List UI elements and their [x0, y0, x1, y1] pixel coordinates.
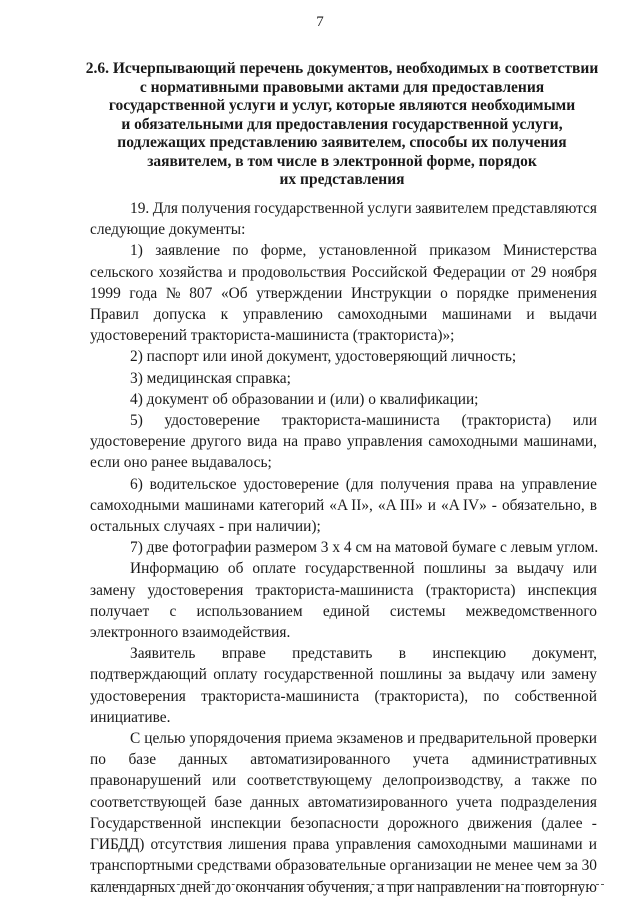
word: «A IV»: [441, 496, 487, 514]
word: управления: [335, 836, 412, 854]
word: государственной: [263, 666, 374, 684]
heading-line: заявителем, в том числе в электронной форме, порядок: [147, 152, 537, 170]
word: не: [476, 857, 492, 875]
word: самоходными: [90, 496, 180, 514]
word: образовательные: [275, 857, 386, 875]
word: дорожного: [387, 814, 459, 832]
word: применения: [517, 284, 597, 302]
word: единой: [322, 602, 370, 620]
word: безопасности: [290, 814, 379, 832]
word: (далее: [541, 814, 583, 832]
word: движения: [467, 814, 533, 832]
word: управления: [346, 433, 423, 451]
word: собственной: [514, 687, 597, 705]
word: тракториста-машиниста: [281, 412, 440, 430]
word: по: [483, 687, 500, 705]
word: или: [572, 412, 597, 430]
word: оплату: [213, 666, 258, 684]
word: подразделения: [500, 793, 597, 811]
word: и: [228, 263, 237, 281]
word: обучения,: [308, 878, 373, 896]
text-line: инициативе.: [90, 708, 171, 726]
word: Российской: [351, 263, 428, 281]
word: года: [129, 284, 158, 302]
word: и: [407, 730, 416, 748]
word: инспекцию: [432, 645, 507, 663]
word: категорий: [259, 496, 325, 514]
word: «A III»: [377, 496, 423, 514]
word: самоходными: [428, 433, 518, 451]
word: установленной: [318, 242, 417, 260]
word: за: [494, 560, 508, 578]
word: делопроизводству,: [382, 772, 504, 790]
word: лишения: [228, 836, 287, 854]
word: выдачу: [516, 560, 564, 578]
text-line: удостоверений тракториста-машиниста (тракториста)»;: [90, 327, 455, 345]
word: права: [292, 836, 330, 854]
word: 1): [130, 242, 143, 260]
word: управлению: [242, 306, 323, 324]
word: базе: [128, 751, 157, 769]
word: и: [588, 836, 597, 854]
word: утверждении: [256, 284, 343, 302]
word: ноября: [551, 263, 597, 281]
word: пошлины: [423, 560, 486, 578]
word: Для: [152, 200, 178, 217]
word: от: [511, 263, 526, 281]
word: организации: [389, 857, 473, 875]
text-line: [90, 495, 597, 516]
paragraph-applicant: [90, 643, 597, 728]
text-line: [90, 770, 597, 791]
word: отсутствия: [150, 836, 223, 854]
text-line: [90, 558, 597, 579]
list-item-2: 2) паспорт или иной документ, удостоверяющий личность;: [130, 348, 517, 366]
text-line: [90, 283, 597, 304]
word: подтверждающий: [90, 666, 207, 684]
word: обязательно,: [501, 496, 585, 514]
word: (тракториста): [461, 412, 552, 430]
text-line: [90, 643, 597, 664]
text-line: [90, 792, 597, 813]
word: чем: [536, 857, 562, 875]
word: и: [427, 496, 437, 514]
text-line: [90, 240, 597, 261]
word: удостоверение: [90, 433, 186, 451]
word: на: [282, 433, 299, 451]
word: 19.: [130, 200, 150, 217]
paragraph-info: [90, 558, 597, 643]
page-number: 7: [316, 14, 324, 30]
word: 807: [189, 284, 213, 302]
word: упорядочения: [189, 730, 282, 748]
word: 29: [530, 263, 547, 281]
word: 1999: [90, 284, 121, 302]
text-line: [90, 877, 597, 898]
word: или: [521, 666, 546, 684]
word: по: [232, 242, 249, 260]
word: учета: [412, 751, 449, 769]
text-line: [90, 304, 597, 325]
word: использованием: [196, 602, 303, 620]
word: Информацию: [130, 560, 219, 578]
word: «A II»,: [329, 496, 373, 514]
word: получения: [380, 475, 450, 493]
word: экзаменов: [336, 730, 404, 748]
word: выдачи: [549, 306, 597, 324]
word: вида: [247, 433, 278, 451]
text-line: [90, 813, 597, 834]
word: средствами: [196, 857, 272, 875]
word: на: [505, 878, 521, 896]
word: соответствующему: [246, 772, 373, 790]
word: замену: [551, 666, 597, 684]
heading-line: 2.6. Исчерпывающий перечень документов, необходимых в соответствии: [85, 60, 599, 77]
word: выдачу: [467, 666, 515, 684]
word: соответствующей: [90, 793, 207, 811]
list-item-6: [90, 474, 597, 538]
text-line: [90, 664, 597, 685]
word: также: [531, 772, 571, 790]
word: другого: [191, 433, 242, 451]
word: машинами: [184, 496, 255, 514]
word: или: [212, 772, 237, 790]
word: системы: [389, 602, 446, 620]
word: проверки: [535, 730, 597, 748]
word: повторную: [524, 878, 597, 896]
word: менее: [494, 857, 534, 875]
word: с: [169, 602, 177, 620]
word: и: [526, 306, 535, 324]
text-line: следующие документы:: [90, 221, 246, 239]
word: о: [440, 284, 448, 302]
heading-line: и обязательными для предоставления государственной услуги,: [121, 115, 563, 133]
word: а: [514, 772, 522, 790]
word: тракториста-машиниста: [255, 581, 414, 599]
text-line: [90, 686, 597, 707]
word: а: [377, 878, 385, 896]
word: направлении: [416, 878, 501, 896]
heading-line: их представления: [279, 171, 405, 188]
word: Государственной: [90, 814, 202, 832]
word: правонарушений: [90, 772, 202, 790]
word: Заявитель: [130, 645, 196, 663]
word: пошлины: [379, 666, 443, 684]
section-heading: [82, 60, 602, 190]
paragraph-19: [90, 198, 597, 240]
word: данных: [178, 751, 228, 769]
word: ГИБДД): [90, 836, 145, 854]
word: за: [448, 666, 462, 684]
word: целью: [144, 730, 186, 748]
word: об: [227, 560, 244, 578]
word: приема: [285, 730, 333, 748]
text-line: если оно ранее выдавалось;: [90, 454, 272, 472]
word: хозяйства: [158, 263, 223, 281]
text-line: [90, 580, 597, 601]
word: услуги: [367, 200, 412, 217]
text-line: [90, 410, 597, 431]
word: вправе: [221, 645, 266, 663]
word: сельского: [90, 263, 154, 281]
word: при: [388, 878, 413, 896]
word: (тракториста): [425, 581, 516, 599]
heading-line: государственной услуги и услуг, которые являются необходимыми: [108, 97, 576, 114]
word: замену: [90, 581, 136, 599]
word: к: [220, 306, 229, 324]
word: -: [591, 814, 597, 832]
word: удостоверения: [147, 581, 244, 599]
text-line: [90, 749, 597, 770]
word: водительское: [149, 475, 237, 493]
word: самоходными: [337, 306, 428, 324]
word: допуска: [153, 306, 206, 324]
list-item-3: 3) медицинская справка;: [130, 369, 291, 387]
word: Инструкции: [351, 284, 432, 302]
text-line: [90, 198, 597, 219]
word: Правил: [90, 306, 139, 324]
heading-line: подлежащих представлению заявителем, способы их получения: [117, 134, 567, 151]
word: на: [499, 475, 515, 493]
word: удостоверения: [90, 687, 186, 705]
word: (тракториста),: [374, 687, 469, 705]
word: по: [90, 751, 106, 769]
list-item-4: 4) документ об образовании и (или) о квалификации;: [130, 390, 479, 408]
word: представляются: [492, 200, 597, 217]
word: удостоверение: [164, 412, 260, 430]
word: машинами: [442, 306, 512, 324]
word: машинами: [513, 836, 583, 854]
body-text: [90, 198, 597, 898]
word: (для: [345, 475, 374, 493]
word: права: [456, 475, 493, 493]
word: Министерства: [503, 242, 597, 260]
heading-line: с нормативными правовыми актами для предоставления: [139, 78, 545, 96]
word: транспортными: [90, 857, 194, 875]
text-line: [90, 728, 597, 749]
word: календарных: [90, 878, 176, 896]
word: получает: [90, 602, 150, 620]
word: административных: [471, 751, 597, 769]
word: тракториста-машиниста: [201, 687, 360, 705]
text-line: [90, 855, 597, 876]
word: в: [589, 496, 597, 514]
word: «Об: [220, 284, 248, 302]
word: машинами,: [523, 433, 597, 451]
word: -: [491, 496, 497, 514]
word: инспекция: [527, 581, 597, 599]
paragraph-purpose: [90, 728, 597, 898]
word: заявление: [155, 242, 221, 260]
word: документ,: [532, 645, 597, 663]
word: дней: [179, 878, 212, 896]
word: по: [580, 772, 597, 790]
word: межведомственного: [465, 602, 597, 620]
word: С: [130, 730, 141, 748]
text-line: [90, 474, 597, 495]
word: форме,: [260, 242, 307, 260]
word: инспекции: [210, 814, 282, 832]
word: получения: [181, 200, 251, 217]
word: автоматизированного: [250, 751, 391, 769]
word: автоматизированного: [307, 793, 448, 811]
text-line: [90, 431, 597, 452]
word: государственной: [304, 560, 415, 578]
text-line: [90, 262, 597, 283]
word: Федерации: [432, 263, 506, 281]
word: №: [165, 284, 181, 302]
word: государственной: [254, 200, 364, 217]
word: учета: [456, 793, 493, 811]
word: данных: [250, 793, 300, 811]
list-item-5: [90, 410, 597, 474]
text-line: [90, 834, 597, 855]
word: порядке: [456, 284, 509, 302]
word: 30: [581, 857, 597, 875]
word: 6): [130, 475, 143, 493]
word: за: [564, 857, 578, 875]
word: в: [398, 645, 406, 663]
list-item-7: 7) две фотографии размером 3 х 4 см на матовой бумаге с левым углом.: [130, 539, 599, 557]
word: оплате: [252, 560, 296, 578]
word: окончания: [235, 878, 304, 896]
word: 5): [130, 412, 143, 430]
word: или: [572, 560, 597, 578]
word: базе: [214, 793, 242, 811]
text-line: [90, 601, 597, 622]
word: самоходными: [417, 836, 507, 854]
word: управление: [521, 475, 597, 493]
word: приказом: [429, 242, 491, 260]
text-line: электронного взаимодействия.: [90, 624, 291, 642]
word: право: [303, 433, 342, 451]
list-item-1: [90, 240, 597, 346]
word: продовольствия: [241, 263, 347, 281]
text-line: остальных случаях - при наличии);: [90, 518, 321, 536]
footer-divider: [92, 884, 604, 885]
word: представить: [292, 645, 373, 663]
word: удостоверение: [243, 475, 339, 493]
word: заявителем: [415, 200, 489, 217]
word: до: [215, 878, 232, 896]
word: предварительной: [419, 730, 532, 748]
